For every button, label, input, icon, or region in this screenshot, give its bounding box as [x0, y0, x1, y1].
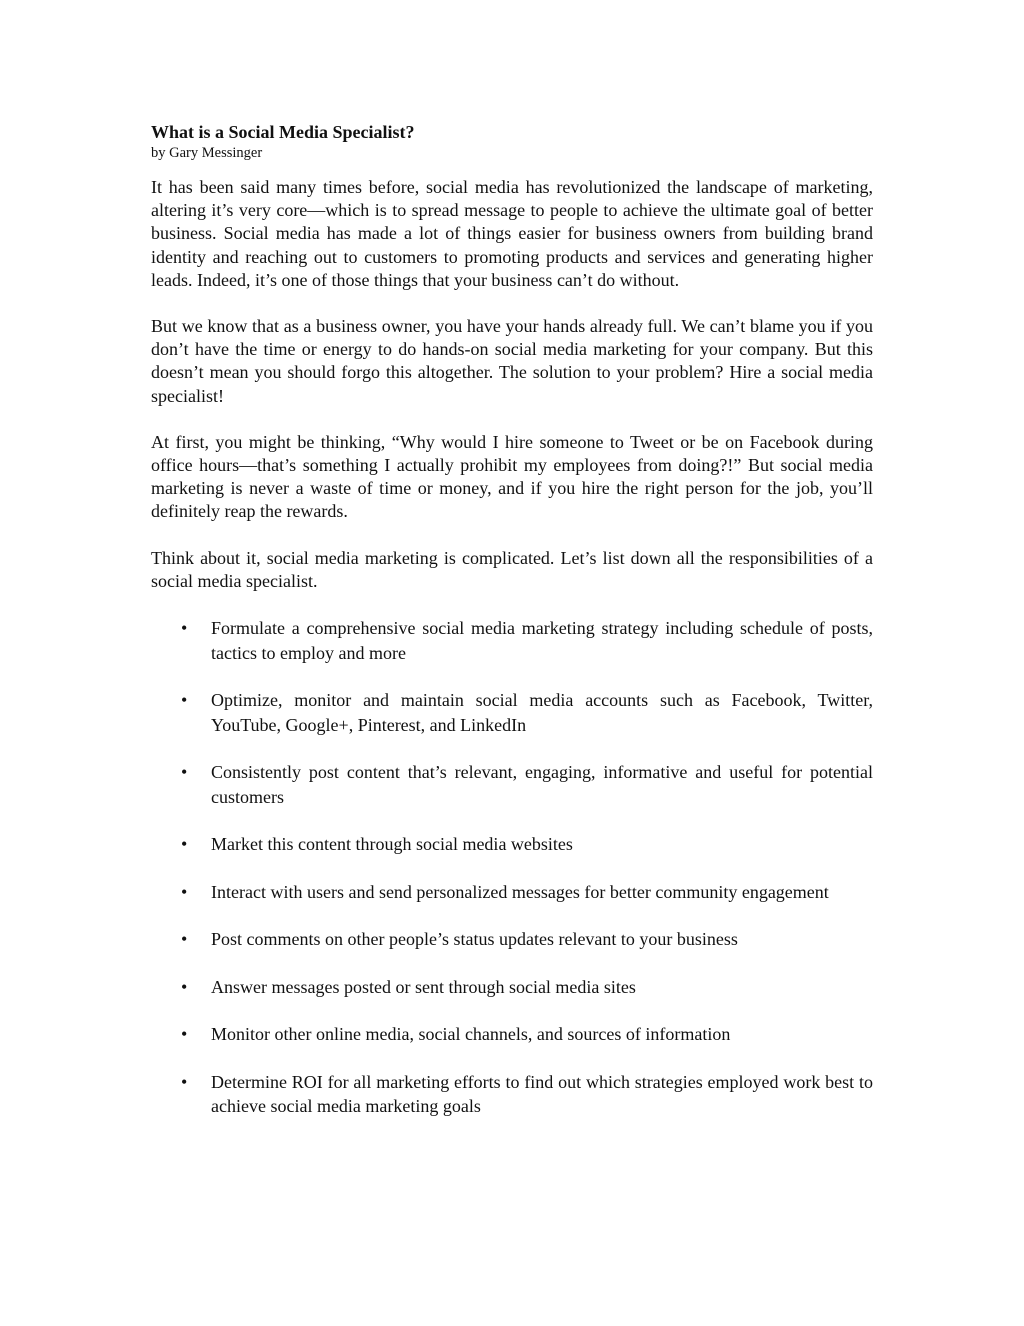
list-item-text: Optimize, monitor and maintain social media accounts such as Facebook, Twitter, YouTube, Google+, Pinterest, and LinkedIn: [211, 690, 873, 735]
document-title: What is a Social Media Specialist?: [151, 122, 415, 142]
paragraph-intro: It has been said many times before, social media has revolutionized the landscape of marketing, altering it’s very core—which is to spread message to people to achieve the ultimate goal of better business. Social media has made a lot of things easier for business owners from building brand identity and reaching out to customers to promoting products and services and generating higher leads. Indeed, it’s one of those things that your business can’t do without.: [151, 177, 873, 290]
bullet-icon: •: [181, 929, 188, 950]
list-item: [151, 760, 873, 809]
document-page: [151, 121, 873, 1142]
bullet-icon: •: [181, 690, 188, 711]
paragraph-business-owner: But we know that as a business owner, you have your hands already full. We can’t blame you if you don’t have the time or energy to do hands-on social media marketing for your company. But this doesn’t mean you should forgo this altogether. The solution to your problem? Hire a social media specialist!: [151, 316, 873, 406]
bullet-icon: •: [181, 1071, 188, 1092]
list-item-text: Interact with users and send personalized messages for better community engagement: [211, 881, 829, 902]
bullet-icon: •: [181, 618, 188, 639]
list-item: [151, 927, 873, 952]
author-byline: by Gary Messinger: [151, 145, 263, 161]
bullet-icon: •: [181, 762, 188, 783]
list-item-text: Answer messages posted or sent through social media sites: [211, 976, 636, 997]
list-item: [151, 1022, 873, 1047]
list-item-text: Formulate a comprehensive social media marketing strategy including schedule of posts, tactics to employ and more: [211, 618, 873, 663]
list-item: [151, 832, 873, 857]
list-item-text: Monitor other online media, social channels, and sources of information: [211, 1024, 731, 1045]
list-item: [151, 616, 873, 665]
paragraph-responsibilities-intro: Think about it, social media marketing is complicated. Let’s list down all the responsibilities of a social media specialist.: [151, 547, 873, 591]
list-item: [151, 975, 873, 1000]
bullet-icon: •: [181, 976, 188, 997]
list-item-text: Post comments on other people’s status updates relevant to your business: [211, 929, 738, 950]
paragraph-first-thoughts: At first, you might be thinking, “Why would I hire someone to Tweet or be on Facebook during office hours—that’s something I actually prohibit my employees from doing?!” But social media marketing is never a waste of time or money, and if you hire the right person for the job, you’ll definitely reap the rewards.: [151, 431, 873, 522]
list-item: [151, 1070, 873, 1119]
bullet-icon: •: [181, 881, 188, 902]
responsibilities-list: [151, 616, 873, 1119]
bullet-icon: •: [181, 834, 188, 855]
list-item-text: Consistently post content that’s relevant, engaging, informative and useful for potential customers: [211, 762, 873, 807]
list-item: [151, 688, 873, 737]
list-item-text: Determine ROI for all marketing efforts to find out which strategies employed work best to achieve social media marketing goals: [211, 1071, 873, 1117]
list-item: [151, 880, 873, 905]
list-item-text: Market this content through social media websites: [211, 834, 573, 855]
bullet-icon: •: [181, 1024, 188, 1045]
